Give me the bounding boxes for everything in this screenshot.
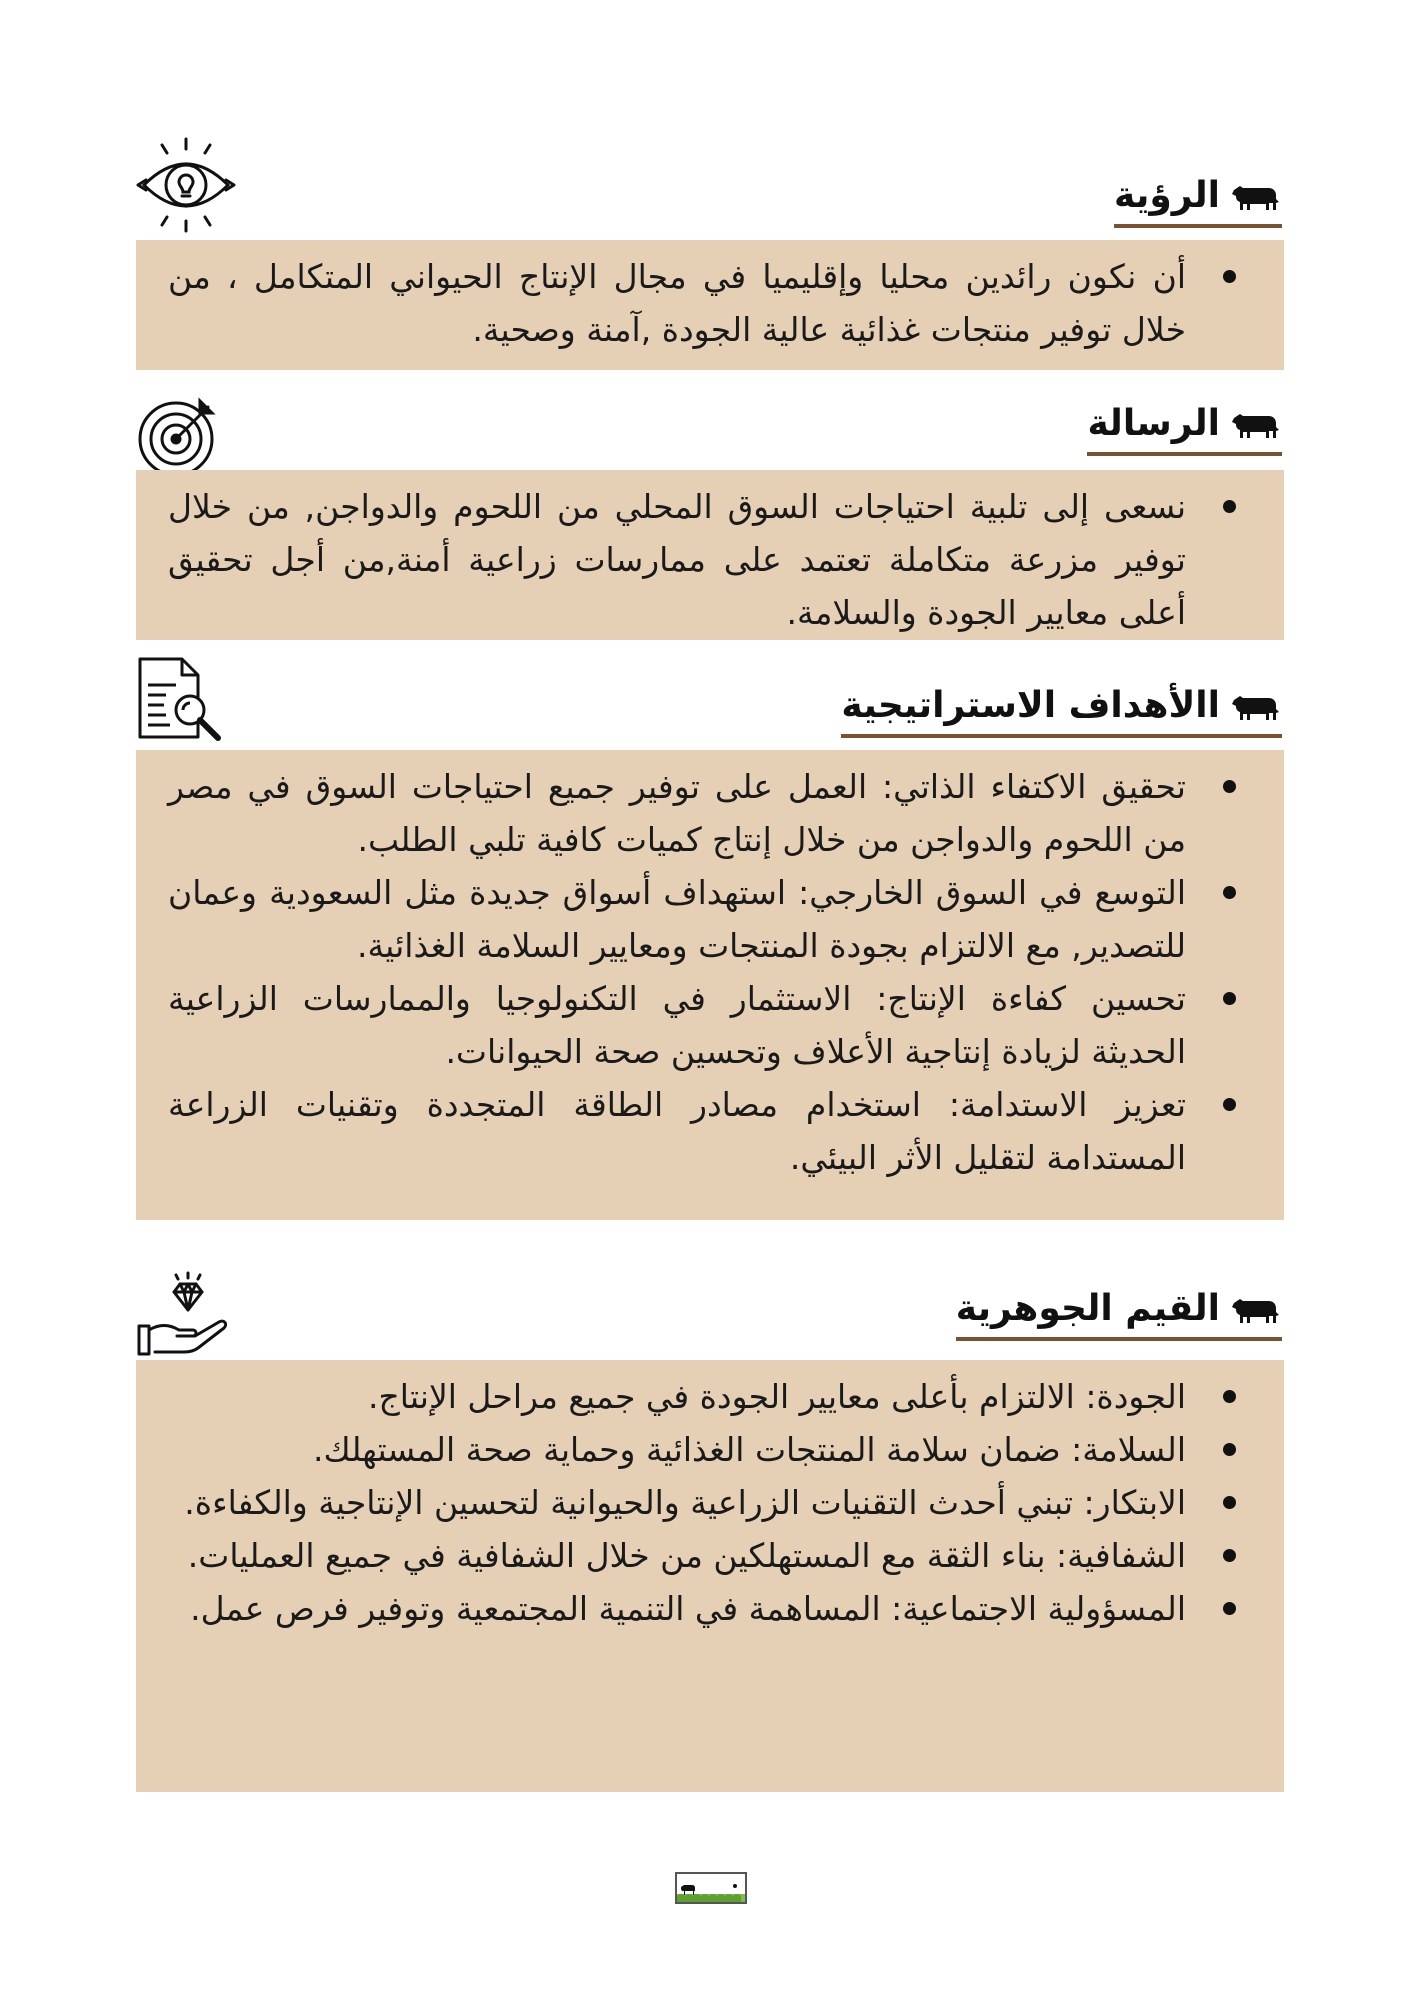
list-item: السلامة: ضمان سلامة المنتجات الغذائية وحماية صحة المستهلك. bbox=[168, 1423, 1186, 1476]
cow-icon bbox=[1232, 408, 1282, 438]
cow-icon bbox=[1232, 180, 1282, 210]
footer-logo bbox=[675, 1872, 747, 1904]
values-title: القيم الجوهرية bbox=[955, 1287, 1220, 1329]
values-box bbox=[136, 1360, 1284, 1792]
list-item: أن نكون رائدين محليا وإقليميا في مجال الإنتاج الحيواني المتكامل ، من خلال توفير منتجات غذائية عالية الجودة ,آمنة وصحية. bbox=[168, 250, 1186, 356]
cow-icon bbox=[1232, 690, 1282, 720]
list-item: نسعى إلى تلبية احتياجات السوق المحلي من اللحوم والدواجن, من خلال توفير مزرعة متكاملة تعتمد على ممارسات زراعية أمنة,من أجل تحقيق أعلى معايير الجودة والسلامة. bbox=[168, 480, 1186, 639]
list-item: الابتكار: تبني أحدث التقنيات الزراعية والحيوانية لتحسين الإنتاجية والكفاءة. bbox=[168, 1476, 1186, 1529]
list-item: المسؤولية الاجتماعية: المساهمة في التنمية المجتمعية وتوفير فرص عمل. bbox=[168, 1582, 1186, 1635]
mission-heading bbox=[1087, 398, 1282, 456]
list-item: الجودة: الالتزام بأعلى معايير الجودة في جميع مراحل الإنتاج. bbox=[168, 1370, 1186, 1423]
goals-title: االأهداف الاستراتيجية bbox=[841, 684, 1220, 726]
list-item: تحسين كفاءة الإنتاج: الاستثمار في التكنولوجيا والممارسات الزراعية الحديثة لزيادة إنتاجية الأعلاف وتحسين صحة الحيوانات. bbox=[168, 972, 1186, 1078]
goals-heading bbox=[841, 680, 1282, 738]
values-heading bbox=[956, 1283, 1282, 1341]
list-item: التوسع في السوق الخارجي: استهداف أسواق جديدة مثل السعودية وعمان للتصدير, مع الالتزام بجودة المنتجات ومعايير السلامة الغذائية. bbox=[168, 866, 1186, 972]
target-icon bbox=[136, 395, 220, 479]
hand-diamond-icon bbox=[136, 1270, 236, 1360]
vision-title: الرؤية bbox=[1114, 174, 1220, 216]
vision-box bbox=[136, 240, 1284, 370]
cow-icon bbox=[1232, 1293, 1282, 1323]
list-item: الشفافية: بناء الثقة مع المستهلكين من خلال الشفافية في جميع العمليات. bbox=[168, 1529, 1186, 1582]
list-item: تعزيز الاستدامة: استخدام مصادر الطاقة المتجددة وتقنيات الزراعة المستدامة لتقليل الأثر البيئي. bbox=[168, 1078, 1186, 1184]
vision-heading bbox=[1114, 170, 1282, 228]
farm-logo-icon bbox=[677, 1874, 745, 1902]
vision-eye-bulb-icon bbox=[136, 135, 236, 235]
list-item: تحقيق الاكتفاء الذاتي: العمل على توفير جميع احتياجات السوق في مصر من اللحوم والدواجن من خلال إنتاج كميات كافية تلبي الطلب. bbox=[168, 760, 1186, 866]
document-search-icon bbox=[136, 655, 226, 745]
goals-box bbox=[136, 750, 1284, 1220]
mission-title: الرسالة bbox=[1087, 402, 1220, 444]
mission-box bbox=[136, 470, 1284, 640]
